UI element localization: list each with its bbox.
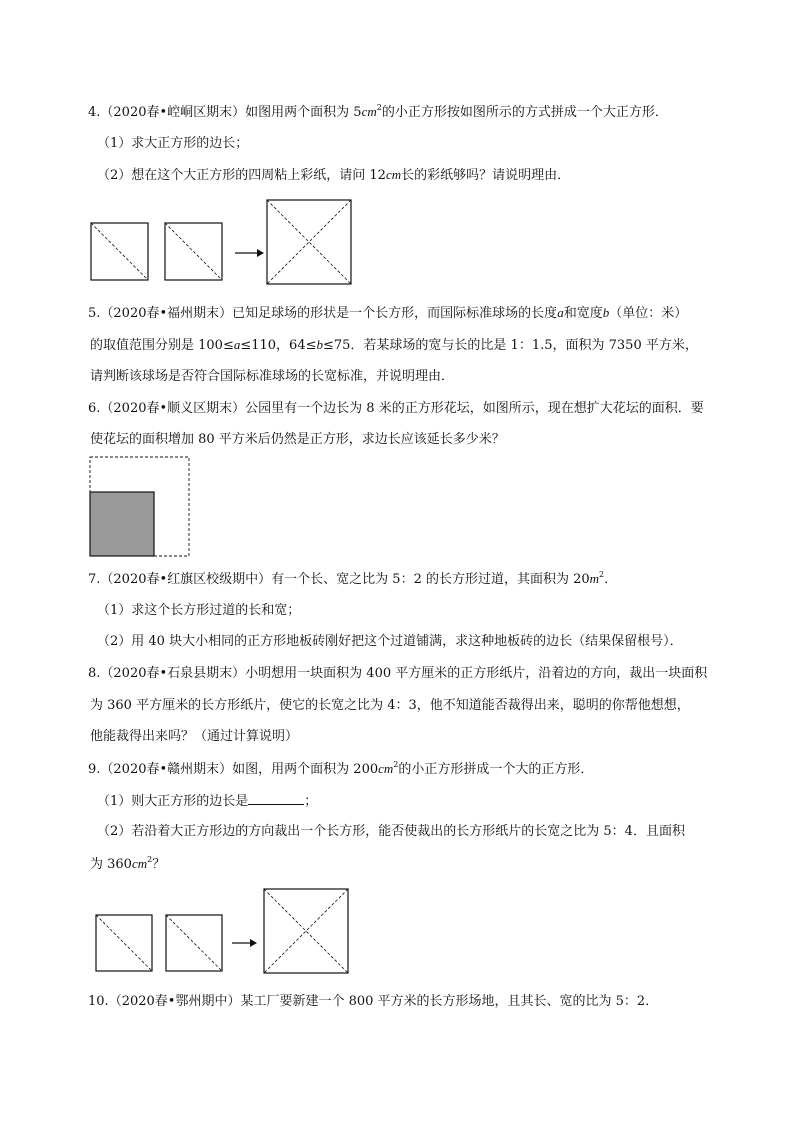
q4-part1-text: （1）求大正方形的边长； <box>97 136 249 151</box>
q4-small-square-2 <box>165 223 222 280</box>
q9-part2-unit: cm <box>131 856 148 871</box>
q7-part1 <box>97 603 300 619</box>
q9-arrow-icon <box>232 939 257 947</box>
q9-part2-cont-a: 为 360 <box>90 857 132 872</box>
q9-part2 <box>97 824 685 840</box>
q9-part1-text-a: （1）则大正方形的边长是 <box>97 794 249 809</box>
q10-line1 <box>88 994 658 1010</box>
q4-line1 <box>88 104 668 121</box>
q5-l2b: ≤110，64≤ <box>240 338 317 353</box>
q5-line1 <box>88 305 687 322</box>
q4-small-square-1 <box>91 223 148 280</box>
q5-line3 <box>90 369 454 385</box>
q7-line1 <box>88 571 617 588</box>
q9-l1b: 的小正方形拼成一个大的正方形． <box>398 762 594 777</box>
q5-l1b: 和宽度 <box>563 306 603 321</box>
q9-part2-cont-b: ？ <box>152 857 166 872</box>
q5-number: 5. <box>88 306 101 321</box>
q5-line2 <box>90 337 698 354</box>
q8-source: （2020春•石泉县期末） <box>100 666 246 681</box>
q9-line1 <box>88 761 593 778</box>
q7-number: 7. <box>88 572 101 587</box>
q6-figure <box>88 455 192 559</box>
q8-l3: 他能裁得出来吗？（通过计算说明） <box>90 729 299 744</box>
q6-number: 6. <box>88 401 101 416</box>
q4-large-square <box>267 200 351 284</box>
q5-source: （2020春•福州期末） <box>100 306 233 321</box>
q5-l2c: ≤75．若某球场的宽与长的比是 1：1.5，面积为 7350 平方米， <box>322 338 698 353</box>
q6-line1 <box>88 401 704 417</box>
q9-part2-cont <box>90 856 165 873</box>
q5-l2-var-a: a <box>233 337 241 352</box>
q9-figure <box>90 885 352 980</box>
q9-number: 9. <box>88 762 101 777</box>
q9-sup: 2 <box>393 760 399 769</box>
q6-line2 <box>90 432 505 448</box>
q8-l1: 小明想用一块面积为 400 平方厘米的正方形纸片，沿着边的方向，裁出一块面积 <box>245 666 708 681</box>
q9-part1 <box>97 793 317 810</box>
q4-sup: 2 <box>376 103 382 112</box>
q9-source: （2020春•赣州期末） <box>100 762 233 777</box>
q4-unit: cm <box>361 104 377 119</box>
q4-part1 <box>97 136 248 152</box>
q8-line2 <box>90 698 690 714</box>
q8-number: 8. <box>88 666 101 681</box>
q4-part2-unit: cm <box>385 167 402 182</box>
q4-text-b: 的小正方形按如图所示的方式拼成一个大正方形． <box>381 105 668 120</box>
q4-part2 <box>97 167 570 184</box>
q9-l1a: 如图，用两个面积为 200 <box>232 762 379 777</box>
q7-part2-text: （2）用 40 块大小相同的正方形地板砖刚好把这个过道铺满，求这种地板砖的边长（结果保留根号）． <box>97 634 683 649</box>
q7-unit: m <box>589 571 600 586</box>
q7-part2 <box>97 634 683 650</box>
q7-l1b: ． <box>604 572 618 587</box>
q8-l2: 为 360 平方厘米的长方形纸片，使它的长宽之比为 4：3，他不知道能否裁得出来，聪明的你帮他想想， <box>90 698 690 713</box>
q6-source: （2020春•顺义区期末） <box>100 401 246 416</box>
q9-large-square <box>264 889 348 973</box>
q7-part1-text: （1）求这个长方形过道的长和宽； <box>97 603 301 618</box>
q5-l1c: （单位：米） <box>609 306 688 321</box>
q4-number: 4. <box>88 105 101 120</box>
q8-line1 <box>88 666 707 682</box>
q7-l1a: 有一个长、宽之比为 5：2 的长方形过道，其面积为 20 <box>271 572 590 587</box>
q4-part2-text-a: （2）想在这个大正方形的四周粘上彩纸，请问 12 <box>97 168 386 183</box>
q6-l2: 使花坛的面积增加 80 平方米后仍然是正方形，求边长应该延长多少米？ <box>90 432 505 447</box>
q4-source: （2020春•崆峒区期末） <box>100 105 246 120</box>
q9-small-square-2 <box>166 915 222 971</box>
q6-flower-bed <box>90 492 154 556</box>
q9-part2-text: （2）若沿着大正方形边的方向裁出一个长方形，能否使裁出的长方形纸片的长宽之比为 5：4．且面积 <box>97 824 685 839</box>
q5-l2a: 的取值范围分别是 100≤ <box>90 338 234 353</box>
q6-l1: 公园里有一个边长为 8 米的正方形花坛，如图所示，现在想扩大花坛的面积．要 <box>245 401 704 416</box>
q9-small-square-1 <box>96 915 152 971</box>
q8-line3 <box>90 729 298 745</box>
q4-part2-text-b: 长的彩纸够吗？请说明理由． <box>401 168 571 183</box>
q10-source: （2020春•鄂州期中） <box>108 994 241 1009</box>
q7-sup: 2 <box>599 570 605 579</box>
q5-l3: 请判断该球场是否符合国际标准球场的长宽标准，并说明理由． <box>90 369 455 384</box>
q4-text-a: 如图用两个面积为 5 <box>245 105 362 120</box>
q10-l1: 某工厂要新建一个 800 平方米的长方形场地，且其长、宽的比为 5：2． <box>240 994 659 1009</box>
q9-part2-sup: 2 <box>147 855 153 864</box>
q10-number: 10. <box>88 994 109 1009</box>
q4-figure <box>85 195 355 290</box>
q5-l1a: 已知足球场的形状是一个长方形，而国际标准球场的长度 <box>232 306 558 321</box>
q5-var-b: b <box>602 305 610 320</box>
q9-part1-text-b: ； <box>304 794 318 809</box>
q7-source: （2020春•红旗区校级期中） <box>100 572 272 587</box>
q9-answer-blank[interactable] <box>248 793 304 805</box>
q5-var-a: a <box>557 305 564 320</box>
q9-unit: cm <box>378 761 394 776</box>
q5-l2-var-b: b <box>316 337 323 352</box>
q4-arrow-icon <box>235 249 264 257</box>
